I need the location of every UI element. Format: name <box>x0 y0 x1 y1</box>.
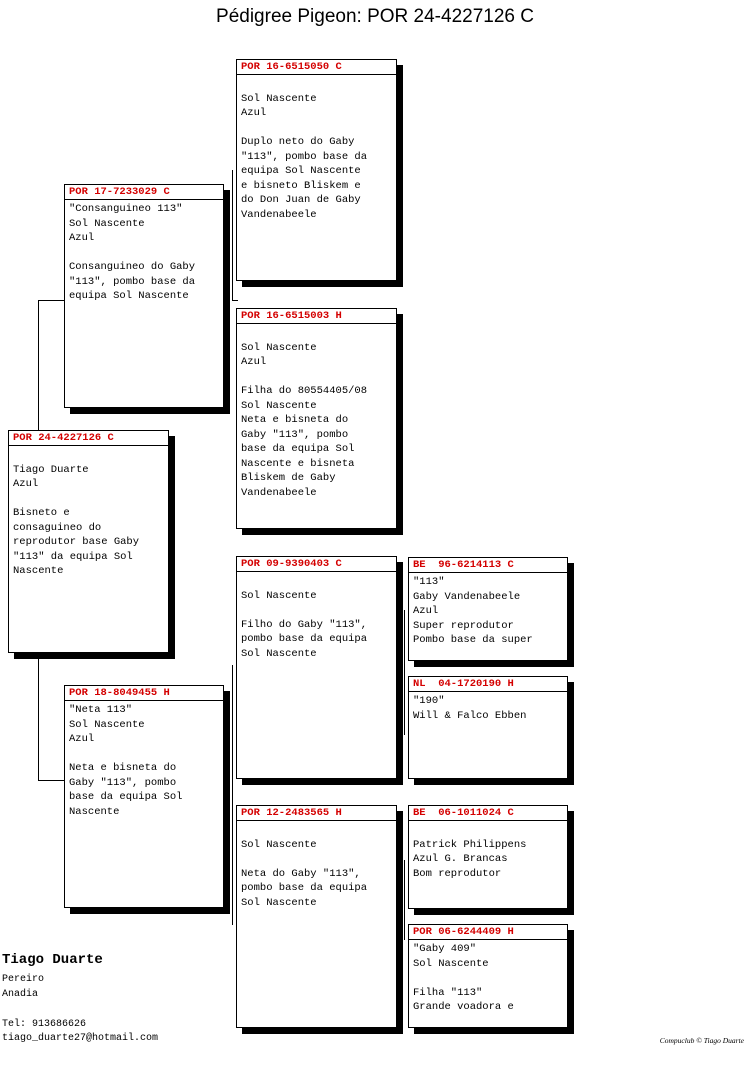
ring-number: POR 17-7233029 C <box>69 186 170 198</box>
card-details: Sol Nascente Filho do Gaby "113", pombo base da equipa Sol Nascente <box>241 589 368 660</box>
ring-number: POR 12-2483565 H <box>241 807 342 819</box>
software-credit: Compuclub © Tiago Duarte <box>659 1036 744 1045</box>
pedigree-card-dd-dam[interactable] <box>408 924 568 1028</box>
ring-number: POR 16-6515050 C <box>241 61 342 73</box>
ring-number: POR 24-4227126 C <box>13 432 114 444</box>
connector-line <box>232 300 238 301</box>
pedigree-card-dd-sire[interactable] <box>408 805 568 909</box>
connector-line <box>38 300 39 432</box>
ring-number: BE 06-1011024 C <box>413 807 514 819</box>
card-details: "113" Gaby Vandenabeele Azul Super reprodutor Pombo base da super <box>413 576 533 646</box>
pedigree-card-sire[interactable] <box>64 184 224 408</box>
ring-number: NL 04-1720190 H <box>413 678 514 690</box>
ring-number: POR 16-6515003 H <box>241 310 342 322</box>
ring-number: POR 06-6244409 H <box>413 926 514 938</box>
owner-phone: Tel: 913686626 <box>2 1019 87 1030</box>
pedigree-card-sire-dam[interactable] <box>236 308 397 529</box>
card-details: Sol Nascente Azul Filha do 80554405/08 Sol Nascente Neta e bisneta do Gaby "113", pombo base da equipa Sol Nascente e bisneta Bliskem de Gaby Vandenabeele <box>241 341 368 499</box>
connector-line <box>404 610 405 735</box>
card-details: Sol Nascente Neta do Gaby "113", pombo base da equipa Sol Nascente <box>241 838 368 909</box>
ring-number: BE 96-6214113 C <box>413 559 514 571</box>
card-details: "Neta 113" Sol Nascente Azul Neta e bisneta do Gaby "113", pombo base da equipa Sol Nascente <box>69 704 183 818</box>
card-details: "190" Will & Falco Ebben <box>413 695 527 722</box>
owner-role: Pereiro <box>2 974 45 985</box>
card-details: Patrick Philippens Azul G. Brancas Bom reprodutor <box>413 838 527 880</box>
card-details: Tiago Duarte Azul Bisneto e consaguineo do reprodutor base Gaby "113" da equipa Sol Nascente <box>13 463 140 577</box>
owner-name: Tiago Duarte <box>2 952 103 968</box>
pedigree-card-subject[interactable] <box>8 430 169 653</box>
pedigree-card-dam[interactable] <box>64 685 224 908</box>
ring-number: POR 18-8049455 H <box>69 687 170 699</box>
connector-line <box>38 655 39 780</box>
card-details: "Gaby 409" Sol Nascente Filha "113" Grande voadora e <box>413 943 514 1013</box>
page-title: Pédigree Pigeon: POR 24-4227126 C <box>216 6 534 27</box>
pedigree-card-ds-dam[interactable] <box>408 676 568 779</box>
connector-line <box>404 860 405 940</box>
connector-line <box>38 780 65 781</box>
connector-line <box>38 300 65 301</box>
owner-email[interactable]: tiago_duarte27@hotmail.com <box>2 1033 159 1044</box>
owner-city: Anadia <box>2 989 39 1000</box>
pedigree-card-ds-sire[interactable] <box>408 557 568 661</box>
pedigree-card-dam-dam[interactable] <box>236 805 397 1028</box>
card-details: Sol Nascente Azul Duplo neto do Gaby "113", pombo base da equipa Sol Nascente e bisneto Bliskem e do Don Juan de Gaby Vandenabeele <box>241 92 368 221</box>
pedigree-card-sire-sire[interactable] <box>236 59 397 281</box>
card-details: "Consanguineo 113" Sol Nascente Azul Consanguineo do Gaby "113", pombo base da equipa Sol Nascente <box>69 203 196 302</box>
connector-line <box>232 170 233 300</box>
connector-line <box>232 665 233 925</box>
ring-number: POR 09-9390403 C <box>241 558 342 570</box>
pedigree-card-dam-sire[interactable] <box>236 556 397 779</box>
